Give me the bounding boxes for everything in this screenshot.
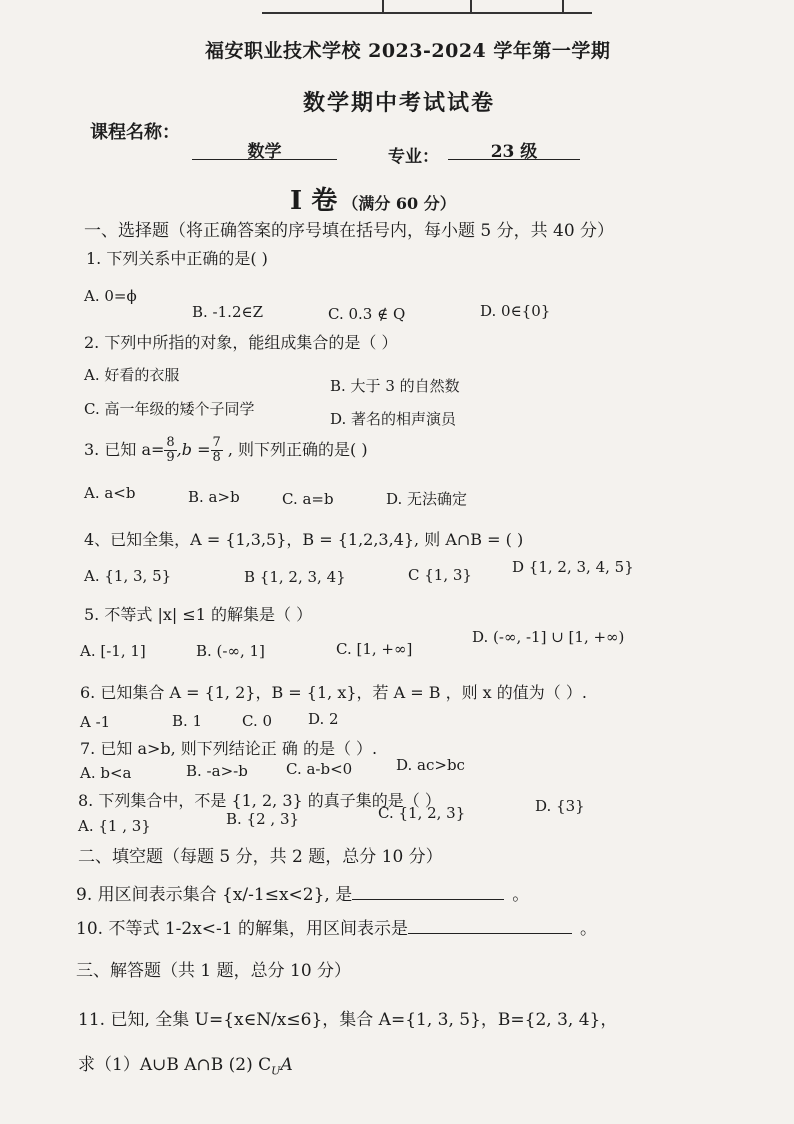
q9-text: 9. 用区间表示集合 {x/-1≤x<2}, 是 <box>76 885 353 905</box>
q8-option-d: D. {3} <box>535 797 585 815</box>
q3-a-numerator: 8 <box>166 435 175 450</box>
q3-mid: ,b = <box>176 440 211 459</box>
major-label: 专业： <box>388 147 439 167</box>
q4-option-b: B {1, 2, 3, 4} <box>244 568 346 586</box>
section-fill-title: 二、填空题（每题 5 分，共 2 题，总分 10 分） <box>78 847 443 867</box>
question-5: 5. 不等式 |x| ≤1 的解集是（ ） <box>84 605 313 624</box>
q8-option-c: C. {1, 2, 3} <box>378 804 466 822</box>
q6-option-a: A -1 <box>80 713 111 731</box>
q1-option-b: B. -1.2∈Z <box>192 303 264 321</box>
q3-fraction-a <box>164 436 176 465</box>
q11-ask: 求（1）A∪B A∩B (2) C <box>78 1055 272 1075</box>
question-6: 6. 已知集合 A = {1, 2}，B = {1, x}，若 A = B ，则 x 的值为（ ）. <box>80 683 587 702</box>
section-choice-title: 一、选择题（将正确答案的序号填在括号内，每小题 5 分，共 40 分） <box>84 221 615 241</box>
major-value: 23 级 <box>448 137 580 160</box>
q1-option-c: C. 0.3 ∉ Q <box>328 305 406 323</box>
q9-end: 。 <box>512 885 530 905</box>
q2-option-c: C. 高一年级的矮个子同学 <box>84 400 255 418</box>
q10-end: 。 <box>580 919 598 939</box>
q5-option-c: C. [1, +∞] <box>336 640 413 658</box>
q3-b-denominator: 8 <box>212 450 221 465</box>
q3-suffix: , 则下列正确的是( ) <box>222 440 368 459</box>
q3-option-a: A. a<b <box>84 484 136 502</box>
q8-option-a: A. {1 , 3} <box>78 817 151 835</box>
q2-option-d: D. 著名的相声演员 <box>330 410 457 428</box>
q5-option-d: D. (-∞, -1] ∪ [1, +∞) <box>472 628 625 646</box>
q7-option-c: C. a-b<0 <box>286 760 353 778</box>
course-value: 数学 <box>192 137 337 160</box>
part-heading <box>290 180 456 217</box>
question-9 <box>76 880 529 905</box>
question-8: 8. 下列集合中，不是 {1, 2, 3} 的真子集的是（ ） <box>78 791 441 810</box>
question-2: 2. 下列中所指的对象，能组成集合的是（ ） <box>84 333 398 352</box>
q3-b-numerator: 7 <box>212 435 221 450</box>
q8-option-b: B. {2 , 3} <box>226 810 300 828</box>
q5-option-a: A. [-1, 1] <box>80 642 146 660</box>
question-10 <box>76 914 597 939</box>
q3-option-c: C. a=b <box>282 490 334 508</box>
q2-option-b: B. 大于 3 的自然数 <box>330 377 460 395</box>
q6-option-b: B. 1 <box>172 712 203 730</box>
q6-option-c: C. 0 <box>242 712 273 730</box>
q5-option-b: B. (-∞, 1] <box>196 642 265 660</box>
q2-option-a: A. 好看的衣服 <box>84 366 180 384</box>
q7-option-a: A. b<a <box>80 764 132 782</box>
q10-answer-blank[interactable] <box>408 919 572 934</box>
q4-option-a: A. {1, 3, 5} <box>84 567 172 585</box>
question-11: 11. 已知, 全集 U={x∈N/x≤6}，集合 A={1, 3, 5}，B={2, 3, 4}， <box>78 1010 618 1030</box>
section-answer-title: 三、解答题（共 1 题，总分 10 分） <box>76 961 352 981</box>
q10-text: 10. 不等式 1-2x<-1 的解集，用区间表示是 <box>76 919 409 939</box>
question-3 <box>84 436 368 465</box>
q11-ask-sub: U <box>271 1064 281 1078</box>
q1-option-d: D. 0∈{0} <box>480 302 551 320</box>
q4-option-d: D {1, 2, 3, 4, 5} <box>512 558 634 576</box>
q3-option-d: D. 无法确定 <box>386 490 468 508</box>
question-11-ask <box>78 1050 293 1077</box>
q4-option-c: C {1, 3} <box>408 566 472 584</box>
q1-option-a: A. 0=ϕ <box>84 287 137 305</box>
top-border-mark <box>262 0 592 14</box>
part-note: （满分 60 分） <box>342 194 456 213</box>
q6-option-d: D. 2 <box>308 710 339 728</box>
course-label: 课程名称： <box>90 122 180 143</box>
exam-title: 数学期中考试试卷 <box>303 90 496 116</box>
q3-option-b: B. a>b <box>188 488 240 506</box>
question-4: 4、已知全集，A = {1,3,5}，B = {1,2,3,4}, 则 A∩B = ( ) <box>84 530 524 549</box>
q3-fraction-b <box>211 436 223 465</box>
q9-answer-blank[interactable] <box>352 885 504 900</box>
part-title: I 卷 <box>290 186 338 216</box>
q11-ask-tail: A <box>280 1055 293 1075</box>
school-term-heading: 福安职业技术学校 2023-2024 学年第一学期 <box>205 40 611 62</box>
q7-option-d: D. ac>bc <box>396 756 465 774</box>
question-7: 7. 已知 a>b, 则下列结论正 确 的是（ ）. <box>80 739 378 758</box>
q3-a-denominator: 9 <box>166 450 175 465</box>
q7-option-b: B. -a>-b <box>186 762 248 780</box>
question-1: 1. 下列关系中正确的是( ) <box>86 249 268 268</box>
q3-prefix: 3. 已知 a= <box>84 440 165 459</box>
